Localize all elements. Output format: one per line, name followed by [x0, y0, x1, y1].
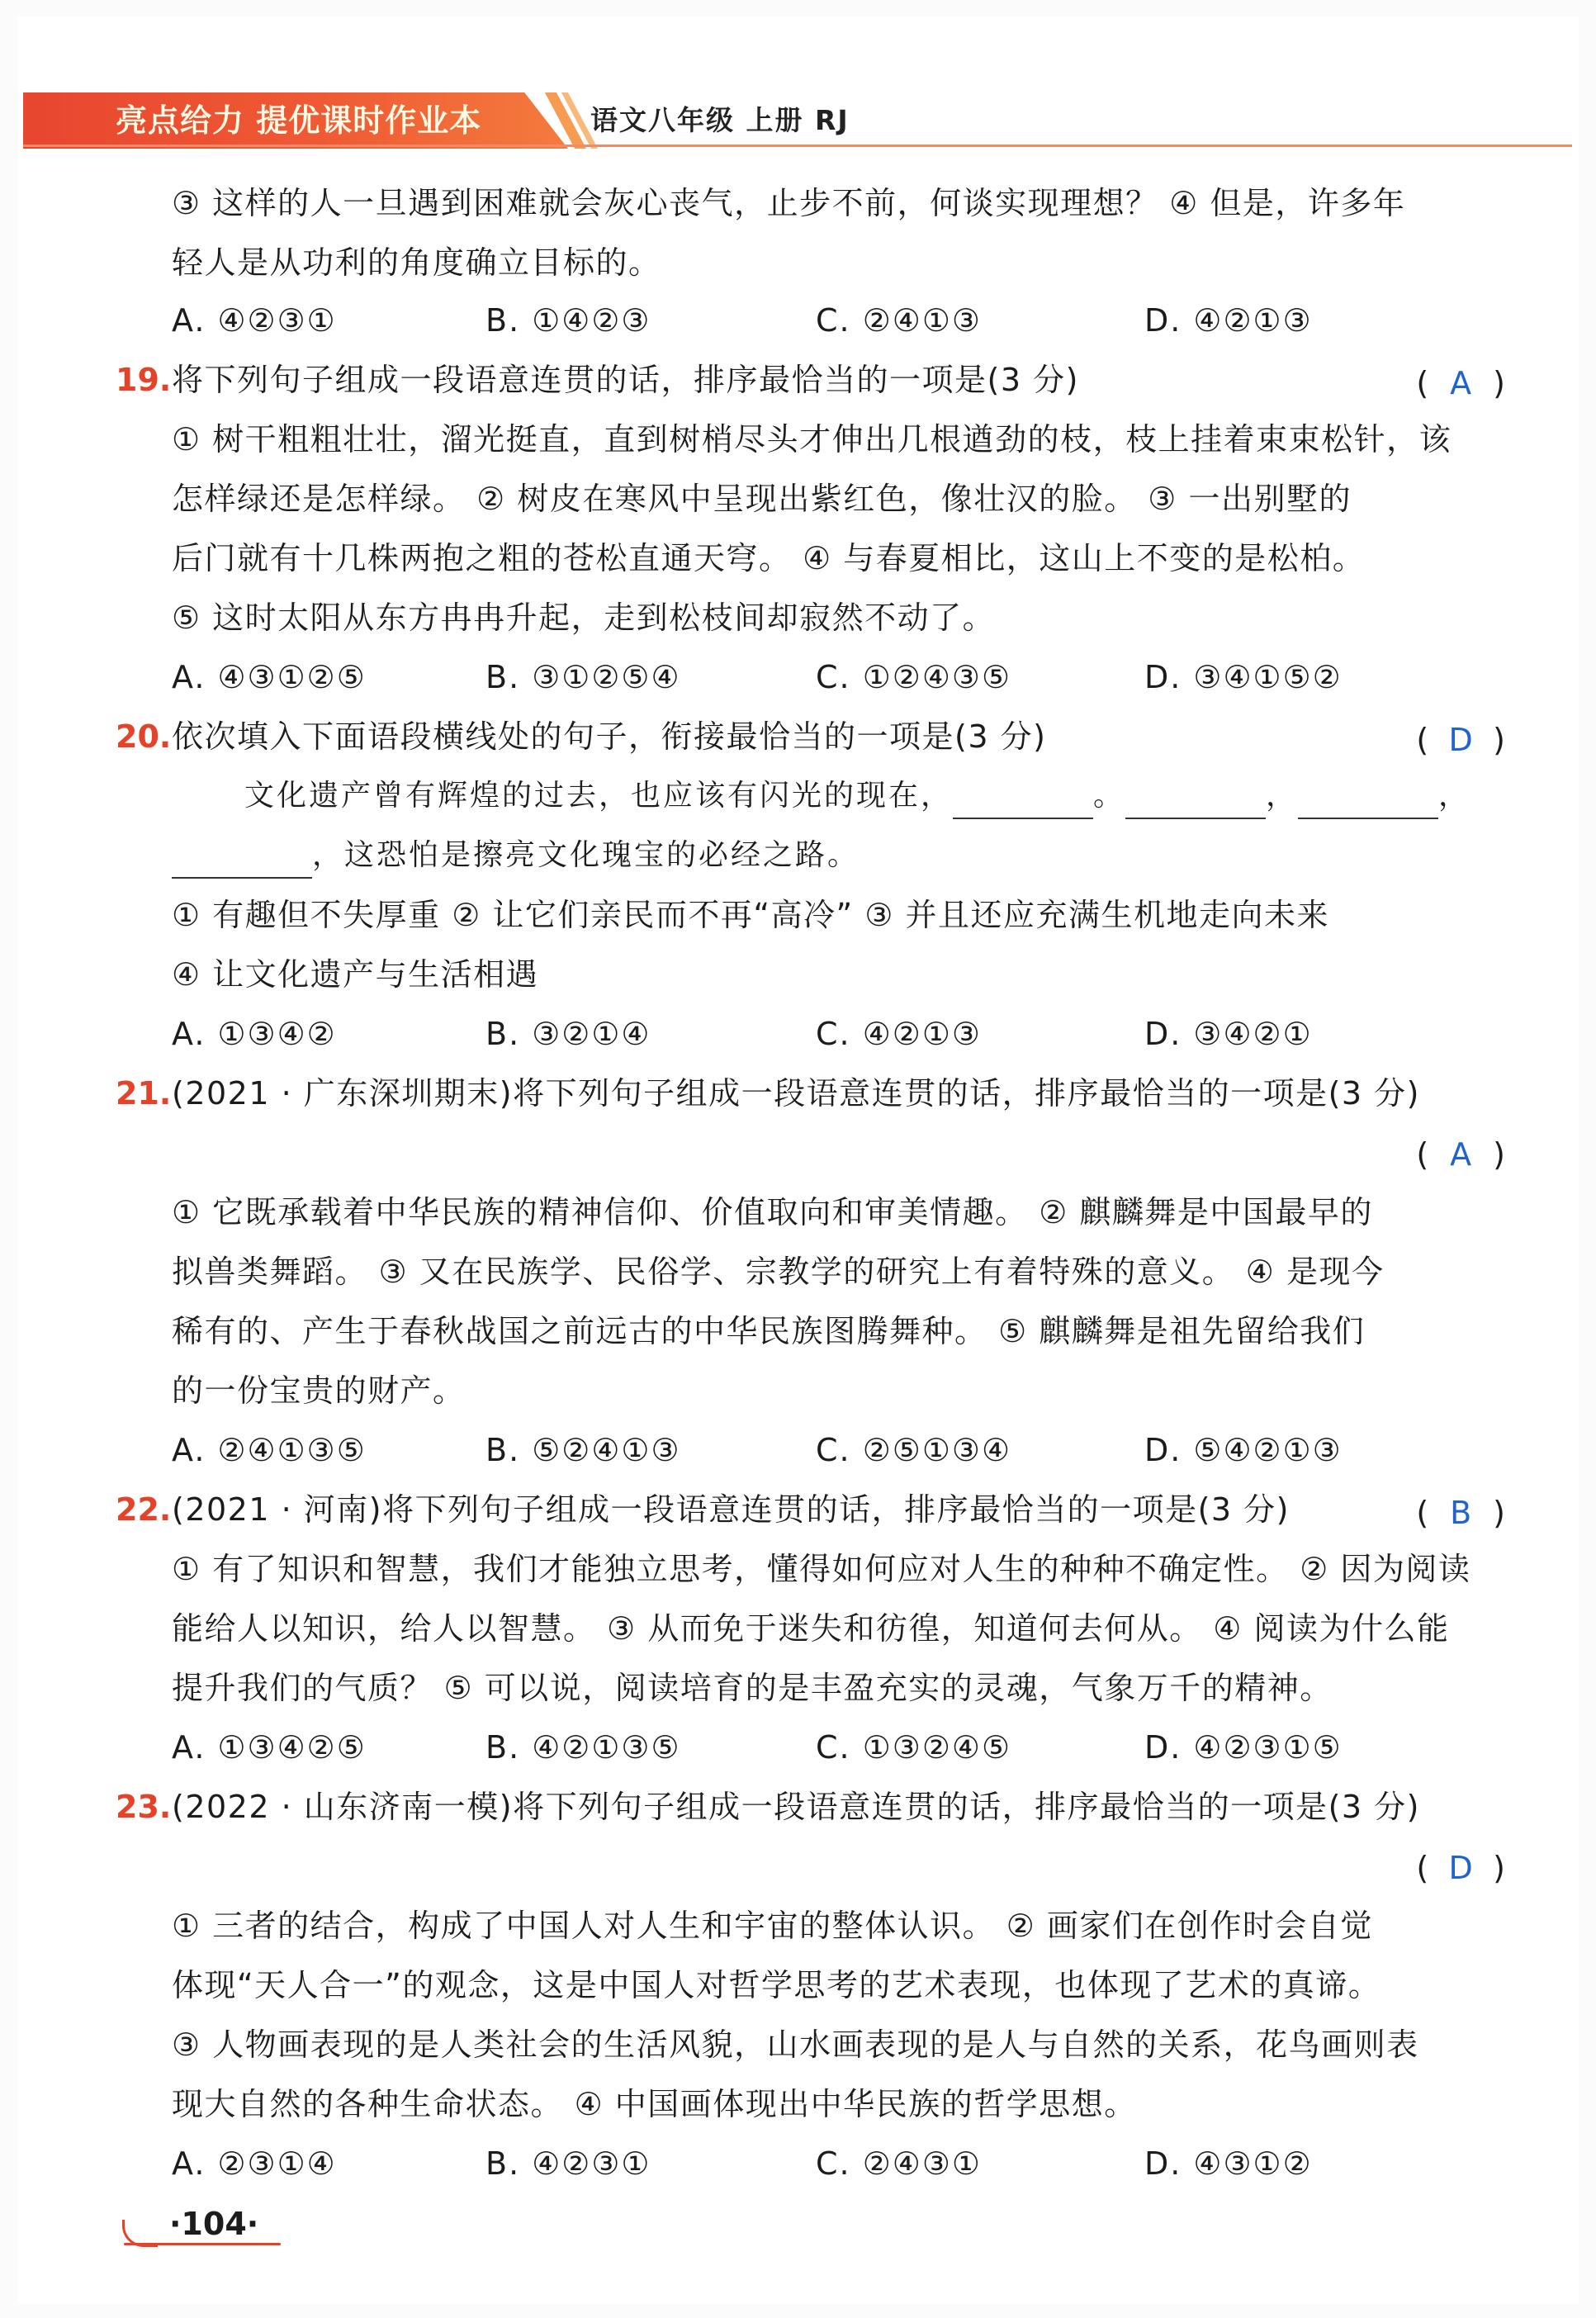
- choice-sentences: ④ 让文化遗产与生活相遇: [172, 956, 539, 993]
- answer-value: B: [1450, 1495, 1472, 1531]
- option-c: C. ②④③①: [816, 2145, 982, 2182]
- question-text-line: ③ 人物画表现的是人类社会的生活风貌，山水画表现的是人与自然的关系，花鸟画则表: [172, 2026, 1419, 2063]
- question-text-line: ① 树干粗粗壮壮，溜光挺直，直到树梢尽头才伸出几根遒劲的枝，枝上挂着束束松针，该: [172, 421, 1452, 457]
- question-stem: 将下列句子组成一段语意连贯的话，排序最恰当的一项是(3 分): [172, 362, 1079, 398]
- option-a: A. ②④①③⑤: [172, 1432, 367, 1468]
- question-stem: (2021 · 河南)将下列句子组成一段语意连贯的话，排序最恰当的一项是(3 分): [172, 1491, 1291, 1528]
- question-stem: (2022 · 山东济南一模)将下列句子组成一段语意连贯的话，排序最恰当的一项是(3 分): [172, 1789, 1421, 1825]
- book-title: 亮点给力 提优课时作业本: [116, 102, 482, 139]
- answer-value: D: [1448, 1850, 1473, 1886]
- answer-value: A: [1450, 1136, 1472, 1173]
- question-text-line: 提升我们的气质？ ⑤ 可以说，阅读培育的是丰盈充实的灵魂，气象万千的精神。: [172, 1670, 1333, 1706]
- question-text-line: 轻人是从功利的角度确立目标的。: [172, 244, 661, 281]
- fill-blank: [1298, 785, 1438, 819]
- question-text-line: 后门就有十几株两抱之粗的苍松直通天穹。 ④ 与春夏相比，这山上不变的是松柏。: [172, 540, 1366, 576]
- option-b: B. ⑤②④①③: [485, 1432, 681, 1468]
- answer-box: ( D ): [1416, 717, 1505, 763]
- option-c: C. ②⑤①③④: [816, 1432, 1012, 1468]
- question-number: 19.: [116, 362, 172, 398]
- passage-line: ，这恐怕是擦亮文化瑰宝的必经之路。: [172, 832, 860, 879]
- option-d: D. ④②③①⑤: [1144, 1729, 1343, 1766]
- question-text-line: ① 有了知识和智慧，我们才能独立思考，懂得如何应对人生的种种不确定性。 ② 因为阅读: [172, 1551, 1471, 1587]
- option-d: D. ④②①③: [1144, 302, 1313, 339]
- passage-line: 文化遗产曾有辉煌的过去，也应该有闪光的现在， 。 ， ，: [244, 773, 1470, 819]
- question-text-line: 怎样绿还是怎样绿。 ② 树皮在寒风中呈现出紫红色，像壮汉的脸。 ③ 一出别墅的: [172, 481, 1352, 517]
- fill-blank: [172, 844, 312, 879]
- option-d: D. ⑤④②①③: [1144, 1432, 1343, 1468]
- option-c: C. ①③②④⑤: [816, 1729, 1012, 1766]
- option-d: D. ③④②①: [1144, 1016, 1313, 1052]
- answer-value: D: [1448, 722, 1473, 758]
- option-b: B. ④②①③⑤: [485, 1729, 681, 1766]
- option-a: A. ①③④②: [172, 1016, 337, 1052]
- question-text-line: ① 它既承载着中华民族的精神信仰、价值取向和审美情趣。 ② 麒麟舞是中国最早的: [172, 1194, 1373, 1230]
- question-text-line: 体现“天人合一”的观念，这是中国人对哲学思考的艺术表现，也体现了艺术的真谛。: [172, 1967, 1381, 2003]
- option-d: D. ④③①②: [1144, 2145, 1313, 2182]
- option-d: D. ③④①⑤②: [1144, 659, 1343, 695]
- fill-blank: [1125, 785, 1266, 819]
- question-text-line: ③ 这样的人一旦遇到困难就会灰心丧气，止步不前，何谈实现理想？ ④ 但是，许多年: [172, 185, 1406, 221]
- choice-sentences: ① 有趣但不失厚重 ② 让它们亲民而不再“高冷” ③ 并且还应充满生机地走向未来: [172, 897, 1329, 933]
- option-a: A. ④②③①: [172, 302, 337, 339]
- option-b: B. ④②③①: [485, 2145, 651, 2182]
- fill-blank: [953, 785, 1093, 819]
- option-a: A. ④③①②⑤: [172, 659, 367, 695]
- question-number: 23.: [116, 1789, 172, 1825]
- question-text-line: 稀有的、产生于春秋战国之前远古的中华民族图腾舞种。 ⑤ 麒麟舞是祖先留给我们: [172, 1313, 1366, 1349]
- question-stem: (2021 · 广东深圳期末)将下列句子组成一段语意连贯的话，排序最恰当的一项是(3 分): [172, 1075, 1421, 1112]
- option-a: A. ①③④②⑤: [172, 1729, 367, 1766]
- page-number: ·104·: [169, 2206, 259, 2242]
- question-text-line: ⑤ 这时太阳从东方冉冉升起，走到松枝间却寂然不动了。: [172, 600, 996, 636]
- question-number: 21.: [116, 1075, 172, 1112]
- option-b: B. ①④②③: [485, 302, 651, 339]
- question-text-line: 现大自然的各种生命状态。 ④ 中国画体现出中华民族的哲学思想。: [172, 2086, 1137, 2122]
- option-c: C. ②④①③: [816, 302, 982, 339]
- question-stem: 依次填入下面语段横线处的句子，衔接最恰当的一项是(3 分): [172, 718, 1047, 755]
- option-a: A. ②③①④: [172, 2145, 337, 2182]
- question-text-line: 拟兽类舞蹈。 ③ 又在民族学、民俗学、宗教学的研究上有着特殊的意义。 ④ 是现今: [172, 1254, 1385, 1290]
- option-c: C. ①②④③⑤: [816, 659, 1012, 695]
- answer-box: ( B ): [1416, 1490, 1505, 1536]
- answer-box: ( D ): [1416, 1845, 1505, 1891]
- option-b: B. ③②①④: [485, 1016, 651, 1052]
- question-number: 20.: [116, 718, 172, 755]
- answer-box: ( A ): [1416, 360, 1505, 406]
- question-number: 22.: [116, 1491, 172, 1528]
- question-text-line: 的一份宝贵的财产。: [172, 1372, 466, 1409]
- answer-box: ( A ): [1416, 1131, 1505, 1178]
- answer-value: A: [1450, 365, 1472, 401]
- book-grade-info: 语文八年级 上册 RJ: [590, 104, 850, 136]
- option-b: B. ③①②⑤④: [485, 659, 681, 695]
- option-c: C. ④②①③: [816, 1016, 982, 1052]
- header-rule: [23, 145, 1572, 147]
- question-text-line: 能给人以知识，给人以智慧。 ③ 从而免于迷失和彷徨，知道何去何从。 ④ 阅读为什么能: [172, 1610, 1450, 1647]
- question-text-line: ① 三者的结合，构成了中国人对人生和宇宙的整体认识。 ② 画家们在创作时会自觉: [172, 1908, 1373, 1944]
